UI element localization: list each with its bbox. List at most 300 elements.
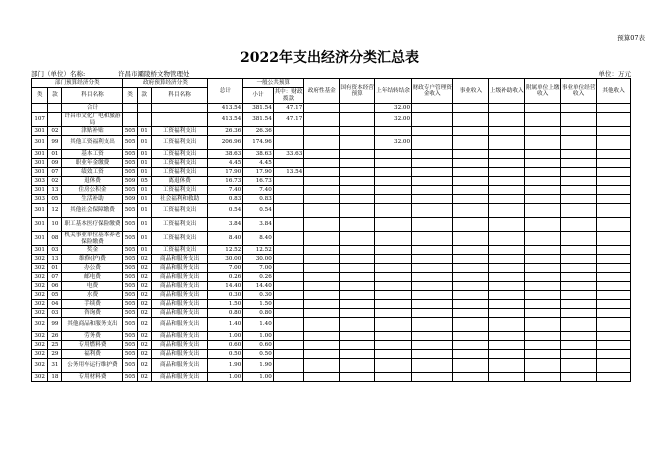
item-name-cell: 机关事业单位基本养老保险缴费 bbox=[62, 232, 123, 246]
state-capital-cell bbox=[340, 341, 375, 350]
table-row bbox=[32, 218, 631, 232]
fiscal-alloc-cell bbox=[273, 177, 304, 186]
lei-cell: 302 bbox=[32, 255, 48, 264]
lei-cell: 301 bbox=[32, 150, 48, 159]
gov-kuan-cell: 01 bbox=[137, 232, 151, 246]
item-name-cell: 咨询费 bbox=[62, 309, 123, 318]
empty-cell bbox=[561, 359, 597, 373]
empty-cell bbox=[412, 218, 453, 232]
kuan-cell: 01 bbox=[48, 264, 62, 273]
subtotal-cell: 1.50 bbox=[243, 300, 273, 309]
gov-name-cell: 工资福利支出 bbox=[151, 127, 208, 136]
gov-kuan-cell: 05 bbox=[137, 177, 151, 186]
empty-cell bbox=[453, 150, 489, 159]
total-cell: 413.54 bbox=[208, 104, 243, 113]
empty-cell bbox=[561, 255, 597, 264]
gov-kuan-cell bbox=[137, 104, 151, 113]
empty-cell bbox=[597, 177, 631, 186]
gov-lei-header: 类 bbox=[123, 88, 137, 104]
state-capital-cell bbox=[340, 255, 375, 264]
total-cell: 413.54 bbox=[208, 113, 243, 127]
subtotal-cell: 3.84 bbox=[243, 218, 273, 232]
table-row bbox=[32, 359, 631, 373]
state-capital-cell bbox=[340, 332, 375, 341]
gov-name-cell: 商品和服务支出 bbox=[151, 255, 208, 264]
subtotal-cell: 0.60 bbox=[243, 341, 273, 350]
empty-cell bbox=[453, 264, 489, 273]
table-row bbox=[32, 246, 631, 255]
empty-cell bbox=[412, 186, 453, 195]
subtotal-cell: 0.83 bbox=[243, 195, 273, 204]
gov-kuan-cell: 02 bbox=[137, 359, 151, 373]
empty-cell bbox=[412, 168, 453, 177]
subtotal-cell: 1.90 bbox=[243, 359, 273, 373]
gov-kuan-cell: 02 bbox=[137, 309, 151, 318]
gov-fund-cell bbox=[304, 204, 340, 218]
item-name-cell: 专用材料费 bbox=[62, 373, 123, 382]
fiscal-alloc-cell bbox=[273, 273, 304, 282]
subtotal-cell: 381.54 bbox=[243, 113, 273, 127]
empty-cell bbox=[412, 159, 453, 168]
empty-cell bbox=[453, 195, 489, 204]
empty-cell bbox=[597, 150, 631, 159]
empty-cell bbox=[453, 232, 489, 246]
empty-cell bbox=[525, 318, 561, 332]
empty-cell bbox=[412, 318, 453, 332]
gov-kuan-cell: 02 bbox=[137, 350, 151, 359]
fiscal-alloc-cell bbox=[273, 332, 304, 341]
gov-name-cell: 商品和服务支出 bbox=[151, 273, 208, 282]
empty-cell bbox=[525, 159, 561, 168]
table-row bbox=[32, 136, 631, 150]
gov-kuan-header: 款 bbox=[137, 88, 151, 104]
empty-cell bbox=[597, 204, 631, 218]
gov-lei-cell: 505 bbox=[124, 150, 136, 157]
empty-cell bbox=[489, 104, 525, 113]
gov-name-header: 科目名称 bbox=[151, 88, 208, 104]
empty-cell bbox=[561, 186, 597, 195]
kuan-cell: 13 bbox=[48, 186, 62, 195]
subtotal-header: 小计 bbox=[243, 88, 273, 104]
carryover-header: 上年结转结余 bbox=[375, 79, 412, 104]
empty-cell bbox=[412, 232, 453, 246]
empty-cell bbox=[597, 168, 631, 177]
gov-fund-cell bbox=[304, 127, 340, 136]
subtotal-cell: 1.00 bbox=[243, 373, 273, 382]
carryover-cell bbox=[375, 373, 412, 382]
fiscal-alloc-cell bbox=[273, 359, 304, 373]
item-name-cell: 职业年金缴费 bbox=[62, 159, 123, 168]
gov-fund-cell bbox=[304, 332, 340, 341]
lei-cell: 301 bbox=[32, 159, 48, 168]
empty-cell bbox=[525, 168, 561, 177]
empty-cell bbox=[561, 113, 597, 127]
total-cell: 0.80 bbox=[208, 309, 243, 318]
total-cell: 1.90 bbox=[208, 359, 243, 373]
state-capital-cell bbox=[340, 300, 375, 309]
empty-cell bbox=[525, 186, 561, 195]
expenditure-table bbox=[31, 78, 631, 382]
gov-name-cell: 工资福利支出 bbox=[151, 168, 208, 177]
empty-cell bbox=[412, 150, 453, 159]
empty-cell bbox=[525, 104, 561, 113]
lei-cell: 301 bbox=[32, 232, 48, 246]
gov-kuan-cell: 01 bbox=[137, 136, 151, 150]
gov-lei-cell: 505 bbox=[124, 291, 136, 298]
empty-cell bbox=[489, 195, 525, 204]
total-cell: 0.60 bbox=[208, 341, 243, 350]
gov-lei-cell: 505 bbox=[124, 341, 136, 348]
public-budget-group-header: 一般公共预算 bbox=[243, 79, 304, 88]
table-row bbox=[32, 150, 631, 159]
subtotal-cell: 12.52 bbox=[243, 246, 273, 255]
fiscal-alloc-cell bbox=[273, 291, 304, 300]
state-capital-cell bbox=[340, 218, 375, 232]
carryover-cell bbox=[375, 291, 412, 300]
item-name-cell: 劳务费 bbox=[62, 332, 123, 341]
gov-lei-cell: 505 bbox=[123, 218, 137, 232]
item-name-cell: 奖金 bbox=[62, 246, 123, 255]
subtotal-cell: 174.96 bbox=[243, 136, 273, 150]
gov-lei-cell: 509 bbox=[124, 177, 136, 184]
item-name-cell: 其他工资福利支出 bbox=[62, 136, 123, 150]
gov-lei-cell: 505 bbox=[124, 309, 136, 316]
item-name-cell: 电费 bbox=[62, 282, 123, 291]
state-capital-cell bbox=[340, 232, 375, 246]
table-row bbox=[32, 282, 631, 291]
gov-fund-cell bbox=[304, 282, 340, 291]
fiscal-alloc-cell bbox=[273, 195, 304, 204]
fiscal-alloc-cell: 47.17 bbox=[273, 113, 304, 127]
gov-lei-cell: 505 bbox=[124, 255, 136, 262]
total-cell: 4.45 bbox=[208, 159, 243, 168]
gov-lei-cell: 505 bbox=[124, 273, 136, 280]
carryover-cell: 32.00 bbox=[375, 104, 412, 113]
page-title: 2022年支出经济分类汇总表 bbox=[240, 50, 419, 66]
empty-cell bbox=[597, 218, 631, 232]
empty-cell bbox=[489, 168, 525, 177]
empty-cell bbox=[597, 309, 631, 318]
kuan-cell: 06 bbox=[48, 282, 62, 291]
kuan-cell: 08 bbox=[48, 232, 62, 246]
empty-cell bbox=[453, 246, 489, 255]
state-capital-cell bbox=[340, 350, 375, 359]
total-cell: 14.40 bbox=[208, 282, 243, 291]
total-cell: 26.36 bbox=[208, 127, 243, 136]
table-row bbox=[32, 113, 631, 127]
total-cell: 16.73 bbox=[208, 177, 243, 186]
empty-cell bbox=[412, 291, 453, 300]
fiscal-alloc-cell bbox=[273, 159, 304, 168]
empty-cell bbox=[597, 300, 631, 309]
carryover-cell bbox=[375, 168, 412, 177]
empty-cell bbox=[453, 332, 489, 341]
gov-lei-cell: 505 bbox=[124, 264, 136, 271]
carryover-cell bbox=[375, 264, 412, 273]
empty-cell bbox=[412, 359, 453, 373]
empty-cell bbox=[453, 218, 489, 232]
subtotal-cell: 0.54 bbox=[243, 204, 273, 218]
lei-cell: 303 bbox=[32, 195, 48, 204]
empty-cell bbox=[597, 136, 631, 150]
empty-cell bbox=[525, 282, 561, 291]
empty-cell bbox=[561, 136, 597, 150]
item-name-cell: 其他商品和服务支出 bbox=[62, 318, 123, 332]
gov-lei-cell: 505 bbox=[124, 168, 136, 175]
dept-lei-header: 类 bbox=[32, 88, 48, 104]
empty-cell bbox=[597, 127, 631, 136]
subtotal-cell: 1.00 bbox=[243, 332, 273, 341]
carryover-cell: 32.00 bbox=[375, 136, 412, 150]
gov-kuan-cell bbox=[137, 113, 151, 127]
kuan-cell: 26 bbox=[48, 332, 62, 341]
empty-cell bbox=[489, 255, 525, 264]
gov-name-cell: 工资福利支出 bbox=[151, 150, 208, 159]
gov-fund-cell bbox=[304, 246, 340, 255]
empty-cell bbox=[561, 150, 597, 159]
kuan-cell: 03 bbox=[48, 309, 62, 318]
empty-cell bbox=[489, 232, 525, 246]
empty-cell bbox=[453, 300, 489, 309]
empty-cell bbox=[453, 159, 489, 168]
gov-kuan-cell: 02 bbox=[137, 291, 151, 300]
empty-cell bbox=[453, 177, 489, 186]
state-capital-cell bbox=[340, 282, 375, 291]
total-cell: 1.40 bbox=[208, 318, 243, 332]
carryover-cell bbox=[375, 150, 412, 159]
kuan-cell: 09 bbox=[48, 159, 62, 168]
empty-cell bbox=[525, 341, 561, 350]
state-capital-cell bbox=[340, 264, 375, 273]
item-name-cell: 福利费 bbox=[62, 350, 123, 359]
empty-cell bbox=[412, 204, 453, 218]
gov-kuan-cell: 02 bbox=[137, 332, 151, 341]
state-capital-cell bbox=[340, 359, 375, 373]
empty-cell bbox=[412, 300, 453, 309]
fiscal-alloc-cell: 13.54 bbox=[273, 168, 304, 177]
fiscal-alloc-cell bbox=[273, 282, 304, 291]
state-capital-cell bbox=[340, 127, 375, 136]
lei-cell: 302 bbox=[32, 359, 48, 373]
special-mgmt-header: 财政专户管理资金收入 bbox=[412, 79, 453, 104]
state-capital-cell bbox=[340, 204, 375, 218]
fiscal-alloc-cell bbox=[273, 373, 304, 382]
subtotal-cell: 381.54 bbox=[243, 104, 273, 113]
fiscal-alloc-cell bbox=[273, 246, 304, 255]
empty-cell bbox=[453, 309, 489, 318]
gov-kuan-cell: 02 bbox=[137, 318, 151, 332]
lei-cell: 301 bbox=[32, 136, 48, 150]
empty-cell bbox=[525, 373, 561, 382]
gov-name-cell: 工资福利支出 bbox=[151, 232, 208, 246]
dept-label: 部门（单位）名称: bbox=[31, 70, 86, 78]
empty-cell bbox=[597, 350, 631, 359]
empty-cell bbox=[453, 373, 489, 382]
empty-cell bbox=[412, 246, 453, 255]
kuan-cell: 13 bbox=[48, 255, 62, 264]
gov-lei-cell: 505 bbox=[124, 282, 136, 289]
kuan-cell bbox=[48, 104, 62, 113]
empty-cell bbox=[489, 177, 525, 186]
carryover-cell bbox=[375, 318, 412, 332]
state-capital-cell bbox=[340, 273, 375, 282]
table-row bbox=[32, 168, 631, 177]
total-cell: 8.40 bbox=[208, 232, 243, 246]
empty-cell bbox=[412, 332, 453, 341]
empty-cell bbox=[525, 350, 561, 359]
gov-kuan-cell: 02 bbox=[137, 373, 151, 382]
carryover-cell bbox=[375, 159, 412, 168]
total-cell: 1.00 bbox=[208, 373, 243, 382]
empty-cell bbox=[525, 232, 561, 246]
empty-cell bbox=[597, 264, 631, 273]
dept-kuan-header: 款 bbox=[48, 88, 62, 104]
form-number: 预算07表 bbox=[617, 34, 645, 42]
gov-kuan-cell: 01 bbox=[137, 204, 151, 218]
lei-cell: 302 bbox=[32, 300, 48, 309]
gov-lei-cell: 505 bbox=[123, 318, 137, 332]
total-cell: 206.96 bbox=[208, 136, 243, 150]
gov-name-cell: 工资福利支出 bbox=[151, 246, 208, 255]
gov-fund-cell bbox=[304, 113, 340, 127]
empty-cell bbox=[561, 282, 597, 291]
lei-cell: 301 bbox=[32, 127, 48, 136]
table-row bbox=[32, 264, 631, 273]
gov-fund-cell bbox=[304, 255, 340, 264]
empty-cell bbox=[597, 255, 631, 264]
kuan-cell: 07 bbox=[48, 168, 62, 177]
empty-cell bbox=[525, 195, 561, 204]
table-row bbox=[32, 341, 631, 350]
empty-cell bbox=[525, 177, 561, 186]
carryover-cell bbox=[375, 232, 412, 246]
gov-name-cell: 商品和服务支出 bbox=[151, 264, 208, 273]
gov-kuan-cell: 01 bbox=[137, 159, 151, 168]
total-cell: 12.52 bbox=[208, 246, 243, 255]
gov-kuan-cell: 01 bbox=[137, 127, 151, 136]
gov-fund-cell bbox=[304, 177, 340, 186]
empty-cell bbox=[489, 218, 525, 232]
table-row bbox=[32, 195, 631, 204]
state-capital-cell bbox=[340, 136, 375, 150]
gov-fund-cell bbox=[304, 136, 340, 150]
total-cell: 0.30 bbox=[208, 291, 243, 300]
empty-cell bbox=[453, 136, 489, 150]
empty-cell bbox=[561, 332, 597, 341]
empty-cell bbox=[489, 127, 525, 136]
gov-name-cell: 商品和服务支出 bbox=[151, 359, 208, 373]
gov-lei-cell: 505 bbox=[123, 359, 137, 373]
empty-cell bbox=[561, 168, 597, 177]
subtotal-cell: 0.26 bbox=[243, 273, 273, 282]
item-name-cell: 生活补助 bbox=[62, 195, 123, 204]
fiscal-alloc-cell bbox=[273, 318, 304, 332]
empty-cell bbox=[561, 232, 597, 246]
table-row bbox=[32, 332, 631, 341]
gov-name-cell: 商品和服务支出 bbox=[151, 282, 208, 291]
table-row bbox=[32, 318, 631, 332]
gov-kuan-cell: 02 bbox=[137, 255, 151, 264]
kuan-cell: 05 bbox=[48, 291, 62, 300]
gov-fund-cell bbox=[304, 341, 340, 350]
carryover-cell bbox=[375, 282, 412, 291]
empty-cell bbox=[525, 300, 561, 309]
empty-cell bbox=[561, 218, 597, 232]
table-row bbox=[32, 177, 631, 186]
gov-name-cell: 商品和服务支出 bbox=[151, 350, 208, 359]
gov-name-cell: 商品和服务支出 bbox=[151, 341, 208, 350]
carryover-cell bbox=[375, 218, 412, 232]
empty-cell bbox=[489, 204, 525, 218]
gov-lei-cell: 509 bbox=[124, 195, 136, 202]
table-row bbox=[32, 300, 631, 309]
empty-cell bbox=[597, 113, 631, 127]
gov-kuan-cell: 02 bbox=[137, 300, 151, 309]
lei-cell: 302 bbox=[32, 309, 48, 318]
empty-cell bbox=[561, 309, 597, 318]
fiscal-alloc-cell bbox=[273, 309, 304, 318]
gov-fund-cell bbox=[304, 373, 340, 382]
table-row bbox=[32, 204, 631, 218]
carryover-cell bbox=[375, 195, 412, 204]
lei-cell: 302 bbox=[32, 350, 48, 359]
empty-cell bbox=[412, 341, 453, 350]
dept-value: 许昌市灞陵桥文物管理处 bbox=[118, 70, 190, 78]
lei-cell: 301 bbox=[32, 204, 48, 218]
carryover-cell bbox=[375, 255, 412, 264]
empty-cell bbox=[597, 282, 631, 291]
empty-cell bbox=[561, 300, 597, 309]
item-name-cell: 许昌市文化广电和旅游局 bbox=[62, 113, 123, 127]
subtotal-cell: 0.50 bbox=[243, 350, 273, 359]
gov-name-cell: 工资福利支出 bbox=[151, 186, 208, 195]
kuan-cell: 99 bbox=[48, 318, 62, 332]
empty-cell bbox=[453, 168, 489, 177]
fiscal-alloc-cell bbox=[273, 264, 304, 273]
total-cell: 0.26 bbox=[208, 273, 243, 282]
gov-name-cell: 离退休费 bbox=[151, 177, 208, 186]
table-row bbox=[32, 127, 631, 136]
gov-fund-header: 政府性基金 bbox=[304, 79, 340, 104]
gov-name-cell: 工资福利支出 bbox=[151, 204, 208, 218]
subtotal-cell: 0.80 bbox=[243, 309, 273, 318]
gov-lei-cell bbox=[123, 104, 137, 113]
other-income-header: 其他收入 bbox=[597, 79, 631, 104]
empty-cell bbox=[489, 318, 525, 332]
lei-cell: 302 bbox=[32, 282, 48, 291]
empty-cell bbox=[597, 359, 631, 373]
empty-cell bbox=[597, 232, 631, 246]
total-cell: 7.40 bbox=[208, 186, 243, 195]
empty-cell bbox=[412, 350, 453, 359]
empty-cell bbox=[525, 150, 561, 159]
item-name-cell: 津贴补贴 bbox=[62, 127, 123, 136]
fiscal-alloc-cell bbox=[273, 232, 304, 246]
state-capital-cell bbox=[340, 159, 375, 168]
carryover-cell bbox=[375, 127, 412, 136]
gov-fund-cell bbox=[304, 309, 340, 318]
total-header: 总计 bbox=[208, 79, 243, 104]
empty-cell bbox=[525, 264, 561, 273]
state-capital-cell bbox=[340, 373, 375, 382]
kuan-cell: 29 bbox=[48, 350, 62, 359]
gov-kuan-cell: 02 bbox=[137, 273, 151, 282]
gov-kuan-cell: 01 bbox=[137, 246, 151, 255]
gov-fund-cell bbox=[304, 168, 340, 177]
carryover-cell bbox=[375, 350, 412, 359]
empty-cell bbox=[525, 273, 561, 282]
fiscal-alloc-cell bbox=[273, 350, 304, 359]
